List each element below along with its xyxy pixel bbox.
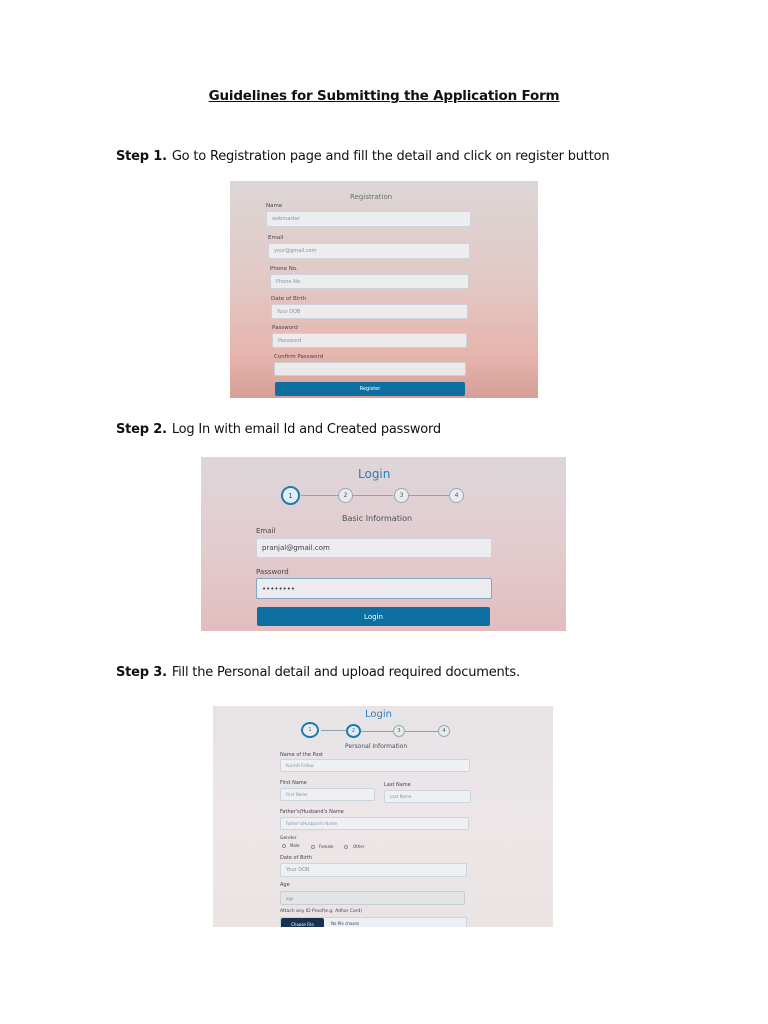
stepper-step-2: 2 (346, 724, 361, 738)
register-button: Register (275, 382, 465, 396)
login-screenshot (201, 457, 566, 631)
no-file-chosen-text: No file chosen (331, 921, 360, 926)
gender-male-label: Male (290, 843, 300, 848)
personal-information-screenshot (213, 706, 553, 927)
phone-field: Phone No. (270, 274, 469, 289)
dob-label: Date of Birth (280, 855, 312, 861)
dob-label: Date of Birth (271, 296, 307, 302)
login-button: Login (257, 607, 490, 626)
step-3-text: Fill the Personal detail and upload required documents. (171, 665, 520, 680)
personal-information-heading: Personal Information (345, 743, 408, 750)
stepper-step-3: 3 (393, 725, 405, 737)
stepper-step-4: 4 (449, 488, 464, 503)
step-3-instruction (116, 665, 520, 680)
post-field: Kurrish Fellow (280, 759, 470, 772)
first-name-label: First Name (280, 780, 307, 786)
stepper-step-2: 2 (338, 488, 353, 503)
stepper-line (405, 731, 438, 732)
gender-other-radio (344, 845, 348, 849)
basic-information-heading: Basic Information (342, 514, 413, 523)
id-proof-file-field (280, 917, 467, 927)
email-field: your@gmail.com (268, 243, 470, 259)
first-name-field: First Name (280, 788, 375, 801)
gender-other-label: Other (353, 844, 365, 849)
last-name-field: Last Name (384, 790, 471, 803)
gender-female-label: Female (319, 844, 334, 849)
father-name-field: Father's/Husband's Name (280, 817, 469, 830)
registration-screenshot (230, 181, 538, 398)
age-label: Age (280, 882, 290, 888)
step-3-number: Step 3. (116, 665, 167, 680)
step-2-text: Log In with email Id and Created password (171, 422, 441, 437)
confirm-password-label: Confirm Password (274, 354, 324, 360)
login-heading: Login (365, 709, 392, 720)
stepper-step-3: 3 (394, 488, 409, 503)
step-2-instruction (116, 422, 441, 437)
document-title: Guidelines for Submitting the Application Form (208, 88, 560, 104)
confirm-password-field (274, 362, 466, 376)
password-field: •••••••• (256, 578, 492, 599)
stepper-step-1: 1 (301, 722, 319, 738)
stepper-step-4: 4 (438, 725, 450, 737)
registration-heading: Registration (350, 193, 393, 201)
email-field: pranjal@gmail.com (256, 538, 492, 558)
stepper-step-1: 1 (281, 486, 300, 505)
step-2-number: Step 2. (116, 422, 167, 437)
gender-female-radio (311, 845, 315, 849)
id-proof-label: Attach any ID Proof(e.g. Adhar Card) (280, 909, 363, 914)
phone-label: Phone No. (270, 266, 298, 272)
password-field: Password (272, 333, 467, 348)
gender-male-radio (282, 844, 286, 848)
gender-label: Gender (280, 836, 297, 841)
name-label: Name (266, 203, 283, 209)
stepper-line (301, 495, 338, 496)
step-1-number: Step 1. (116, 149, 167, 164)
dob-field: Your DOB (271, 304, 468, 319)
email-label: Email (268, 235, 284, 241)
email-label: Email (256, 527, 276, 535)
step-1-instruction (116, 149, 609, 164)
dob-field: Your DOB (280, 863, 467, 877)
choose-file-button: Choose File (281, 918, 324, 927)
step-1-text: Go to Registration page and fill the detail and click on register button (171, 149, 610, 164)
post-label: Name of the Post (280, 752, 324, 758)
password-label: Password (256, 568, 289, 576)
stepper-line (409, 495, 449, 496)
stepper-line (321, 730, 346, 731)
name-field: webmaster (266, 211, 471, 227)
stepper-line (361, 731, 393, 732)
age-field: age (280, 891, 465, 905)
login-heading: Login (358, 467, 391, 481)
last-name-label: Last Name (384, 782, 411, 788)
stepper-line (353, 495, 393, 496)
password-label: Password (272, 325, 298, 331)
father-name-label: Father's/Husband's Name (280, 809, 344, 815)
